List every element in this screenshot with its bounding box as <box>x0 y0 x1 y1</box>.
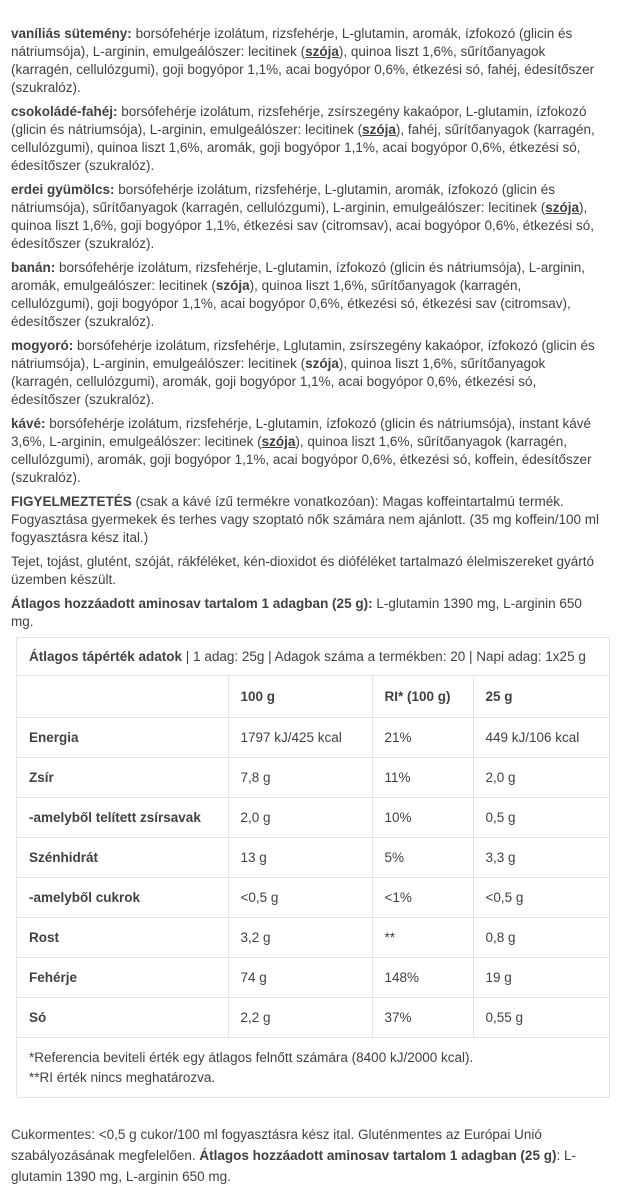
nutrient-value-ri: ** <box>372 918 473 958</box>
nutrient-row <box>17 998 609 1038</box>
nutrition-column-header-25g: 25 g <box>473 676 609 718</box>
nutrient-label: Energia <box>17 718 228 758</box>
text-segment: erdei gyümölcs: <box>11 182 115 197</box>
nutrient-value-ri: 11% <box>372 758 473 798</box>
nutrient-value-100g: 3,2 g <box>228 918 372 958</box>
text-segment: ), quinoa liszt 1,6%, sűrítőanyagok (karragén, cellulózgumi), goji bogyópor 1,1%, acai bogyópor 0,6%, étkezési só, fahéj, édesítőszer (szukralóz). <box>11 44 595 95</box>
text-segment: Átlagos hozzáadott aminosav tartalom 1 adagban (25 g): <box>11 596 373 611</box>
warning-paragraph <box>11 493 605 547</box>
ingredient-paragraph-kave <box>11 415 605 487</box>
nutrient-value-100g: 2,0 g <box>228 798 372 838</box>
ingredients-section <box>11 25 611 631</box>
footnote-ri-undefined: **RI érték nincs meghatározva. <box>29 1070 216 1085</box>
text-segment: csokoládé-fahéj: <box>11 104 118 119</box>
text-segment: ), quinoa liszt 1,6%, sűrítőanyagok (karragén, cellulózgumi), goji bogyópor 1,1%, acai bogyópor 0,6%, étkezési só, étkezési sav (citromsav), édesítőszer (szukralóz). <box>11 278 571 329</box>
nutrient-label: Szénhidrát <box>17 838 228 878</box>
nutrient-value-100g: 7,8 g <box>228 758 372 798</box>
footnote-reference-intake: *Referencia beviteli érték egy átlagos felnőtt számára (8400 kJ/2000 kcal). <box>29 1050 474 1065</box>
text-segment: banán: <box>11 260 56 275</box>
text-segment: borsófehérje izolátum, rizsfehérje, L-glutamin, aromák, ízfokozó (glicin és nátriumsója), sűrítőanyagok (karragén, cellulózgumi), L-arginin, emulgeálószer: lecitinek ( <box>11 182 555 215</box>
nutrition-column-header-100g: 100 g <box>228 676 372 718</box>
nutrient-value-100g: 13 g <box>228 838 372 878</box>
nutrient-value-ri: 21% <box>372 718 473 758</box>
ingredient-paragraph-mogyoro <box>11 337 605 409</box>
text-segment: ), quinoa liszt 1,6%, goji bogyópor 1,1%, étkezési sav (citromsav), acai bogyópor 0,6%, étkezési só, édesítőszer (szukralóz). <box>11 200 595 251</box>
text-segment: Átlagos tápérték adatok <box>29 649 183 664</box>
nutrient-row <box>17 878 609 918</box>
nutrient-label: Zsír <box>17 758 228 798</box>
text-segment: szója <box>215 278 250 293</box>
nutrient-value-ri: 148% <box>372 958 473 998</box>
text-segment: ), quinoa liszt 1,6%, sűrítőanyagok (karragén, cellulózgumi), aromák, goji bogyópor 1,1%, acai bogyópor 0,6%, étkezési só, koffein, édesítőszer (szukralóz). <box>11 434 592 485</box>
text-segment: : L-glutamin 1390 mg, L-arginin 650 mg. <box>11 1148 576 1184</box>
nutrition-column-header-empty <box>17 676 228 718</box>
sugar-free-note <box>11 1124 607 1187</box>
text-segment: vaníliás sütemény: <box>11 26 132 41</box>
nutrient-value-25g: 0,8 g <box>473 918 609 958</box>
ingredient-paragraph-erdei-gyumolcs <box>11 181 605 253</box>
nutrient-row <box>17 798 609 838</box>
nutrient-value-100g: 74 g <box>228 958 372 998</box>
nutrient-value-25g: 0,55 g <box>473 998 609 1038</box>
nutrient-value-25g: 19 g <box>473 958 609 998</box>
nutrient-label: Fehérje <box>17 958 228 998</box>
text-segment: szója <box>362 122 396 137</box>
text-segment: mogyoró: <box>11 338 74 353</box>
text-segment: Átlagos hozzáadott aminosav tartalom 1 adagban (25 g) <box>199 1148 557 1163</box>
nutrient-label: -amelyből telített zsírsavak <box>17 798 228 838</box>
nutrient-value-ri: 10% <box>372 798 473 838</box>
nutrient-value-100g: 1797 kJ/425 kcal <box>228 718 372 758</box>
nutrient-label: Só <box>17 998 228 1038</box>
text-segment: ), fahéj, sűrítőanyagok (karragén, cellulózgumi), quinoa liszt 1,6%, aromák, goji bogyópor 1,1%, acai bogyópor 0,6%, étkezési só, édesítőszer (szukralóz). <box>11 122 595 173</box>
text-segment: borsófehérje izolátum, rizsfehérje, L-glutamin, ízfokozó (glicin és nátriumsója), L-arginin, aromák, emulgeálószer: lecitinek ( <box>11 260 585 293</box>
nutrient-value-ri: 5% <box>372 838 473 878</box>
text-segment: szója <box>261 434 296 449</box>
allergen-paragraph <box>11 553 605 589</box>
nutrient-value-25g: 3,3 g <box>473 838 609 878</box>
nutrient-row <box>17 958 609 998</box>
ingredient-paragraph-banan <box>11 259 605 331</box>
text-segment: borsófehérje izolátum, rizsfehérje, L-glutamin, aromák, ízfokozó (glicin és nátriumsója), L-arginin, emulgeálószer: lecitinek ( <box>11 26 573 59</box>
nutrient-row <box>17 918 609 958</box>
nutrition-table <box>16 637 610 1098</box>
nutrient-value-25g: <0,5 g <box>473 878 609 918</box>
text-segment: szója <box>305 356 339 371</box>
text-segment: Tejet, tojást, glutént, szóját, rákféléket, kén-dioxidot és dióféléket tartalmazó élelmiszereket gyártó üzemben készült. <box>11 554 595 587</box>
text-segment: szója <box>545 200 580 215</box>
text-segment: (csak a kávé ízű termékre vonatkozóan): Magas koffeintartalmú termék. Fogyasztása gyermekek és terhes vagy szoptató nők számára nem ajánlott. (35 mg koffein/100 ml fogyasztásra kész ital.) <box>11 494 600 545</box>
nutrition-table-title <box>17 638 609 676</box>
nutrient-row <box>17 758 609 798</box>
text-segment: | 1 adag: 25g | Adagok száma a termékben: 20 | Napi adag: 1x25 g <box>182 649 586 664</box>
text-segment: ), quinoa liszt 1,6%, sűrítőanyagok (karragén, cellulózgumi), aromák, goji bogyópor 1,1%, acai bogyópor 0,6%, étkezési só, édesítőszer (szukralóz). <box>11 356 546 407</box>
nutrient-value-100g: <0,5 g <box>228 878 372 918</box>
nutrient-label: Rost <box>17 918 228 958</box>
ingredient-paragraph-csokolade-fahej <box>11 103 605 175</box>
nutrient-value-ri: <1% <box>372 878 473 918</box>
nutrition-header-row <box>17 676 609 718</box>
text-segment: L-glutamin 1390 mg, L-arginin 650 mg. <box>11 596 582 629</box>
nutrient-row <box>17 718 609 758</box>
text-segment: szója <box>305 44 339 59</box>
nutrient-value-100g: 2,2 g <box>228 998 372 1038</box>
nutrient-row <box>17 838 609 878</box>
nutrient-value-25g: 449 kJ/106 kcal <box>473 718 609 758</box>
text-segment: kávé: <box>11 416 46 431</box>
nutrient-label: -amelyből cukrok <box>17 878 228 918</box>
text-segment: FIGYELMEZTETÉS <box>11 494 132 509</box>
text-segment: borsófehérje izolátum, rizsfehérje, Lglutamin, zsírszegény kakaópor, ízfokozó (glicin és nátriumsója), L-arginin, emulgeálószer: lecitinek ( <box>11 338 595 371</box>
nutrition-footnotes <box>17 1037 609 1097</box>
nutrient-value-25g: 0,5 g <box>473 798 609 838</box>
nutrient-value-25g: 2,0 g <box>473 758 609 798</box>
text-segment: borsófehérje izolátum, rizsfehérje, L-glutamin, ízfokozó (glicin és nátriumsója), instant kávé 3,6%, L-arginin, emulgeálószer: lecitinek ( <box>11 416 592 449</box>
nutrient-value-ri: 37% <box>372 998 473 1038</box>
text-segment: borsófehérje izolátum, rizsfehérje, zsírszegény kakaópor, L-glutamin, ízfokozó (glicin és nátriumsója), L-arginin, emulgeálószer: lecitinek ( <box>11 104 587 137</box>
amino-acid-paragraph <box>11 595 605 631</box>
ingredient-paragraph-vanilias-sutemeny <box>11 25 605 97</box>
nutrition-column-header-ri: RI* (100 g) <box>372 676 473 718</box>
text-segment: Cukormentes: <0,5 g cukor/100 ml fogyasztásra kész ital. Gluténmentes az Európai Unió szabályozásának megfelelően. <box>11 1127 542 1163</box>
